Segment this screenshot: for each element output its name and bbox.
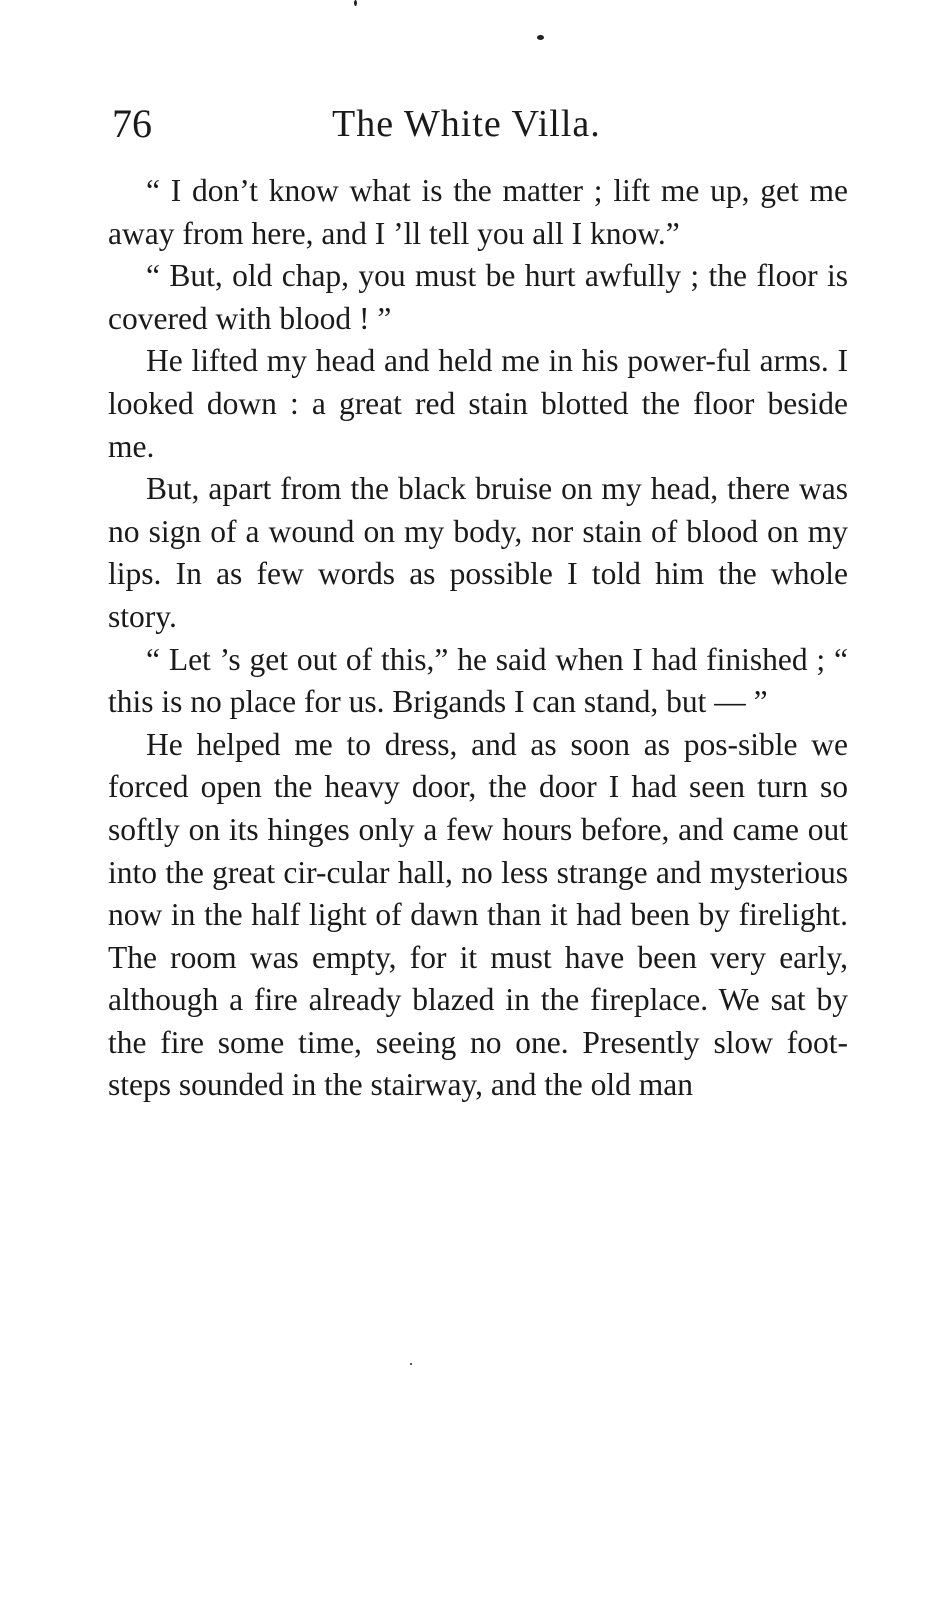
running-title: The White Villa. xyxy=(332,103,601,145)
paragraph: “ Let ’s get out of this,” he said when I had finished ; “ this is no place for us. Brigands I can stand, but — ” xyxy=(108,641,848,720)
paragraph: He lifted my head and held me in his power-ful arms. I looked down : a great red stain blotted the floor beside me. xyxy=(108,343,848,464)
page-header xyxy=(112,96,846,152)
ink-speck-bottom xyxy=(410,1363,412,1365)
paragraph: “ I don’t know what is the matter ; lift me up, get me away from here, and I ’ll tell you all I know.” xyxy=(108,173,848,251)
ink-speck-mark xyxy=(537,35,544,40)
body-text xyxy=(108,170,848,1107)
page-number: 76 xyxy=(112,101,152,146)
paragraph: But, apart from the black bruise on my head, there was no sign of a wound on my body, nor stain of blood on my lips. In as few words as possible I told him the whole story. xyxy=(108,471,848,634)
paragraph: “ But, old chap, you must be hurt awfully ; the floor is covered with blood ! ” xyxy=(108,258,848,336)
ink-speck-top xyxy=(354,0,357,6)
paragraph: He helped me to dress, and as soon as pos-sible we forced open the heavy door, the door I had seen turn so softly on its hinges only a few hours before, and came out into the great cir-cular hall, no less strange and mysterious now in the half light of dawn than it had been by firelight. The room was empty, for it must have been very early, although a fire already blazed in the fireplace. We sat by the fire some time, seeing no one. Presently slow foot-steps sounded in the stairway, and the old man xyxy=(108,726,848,1103)
